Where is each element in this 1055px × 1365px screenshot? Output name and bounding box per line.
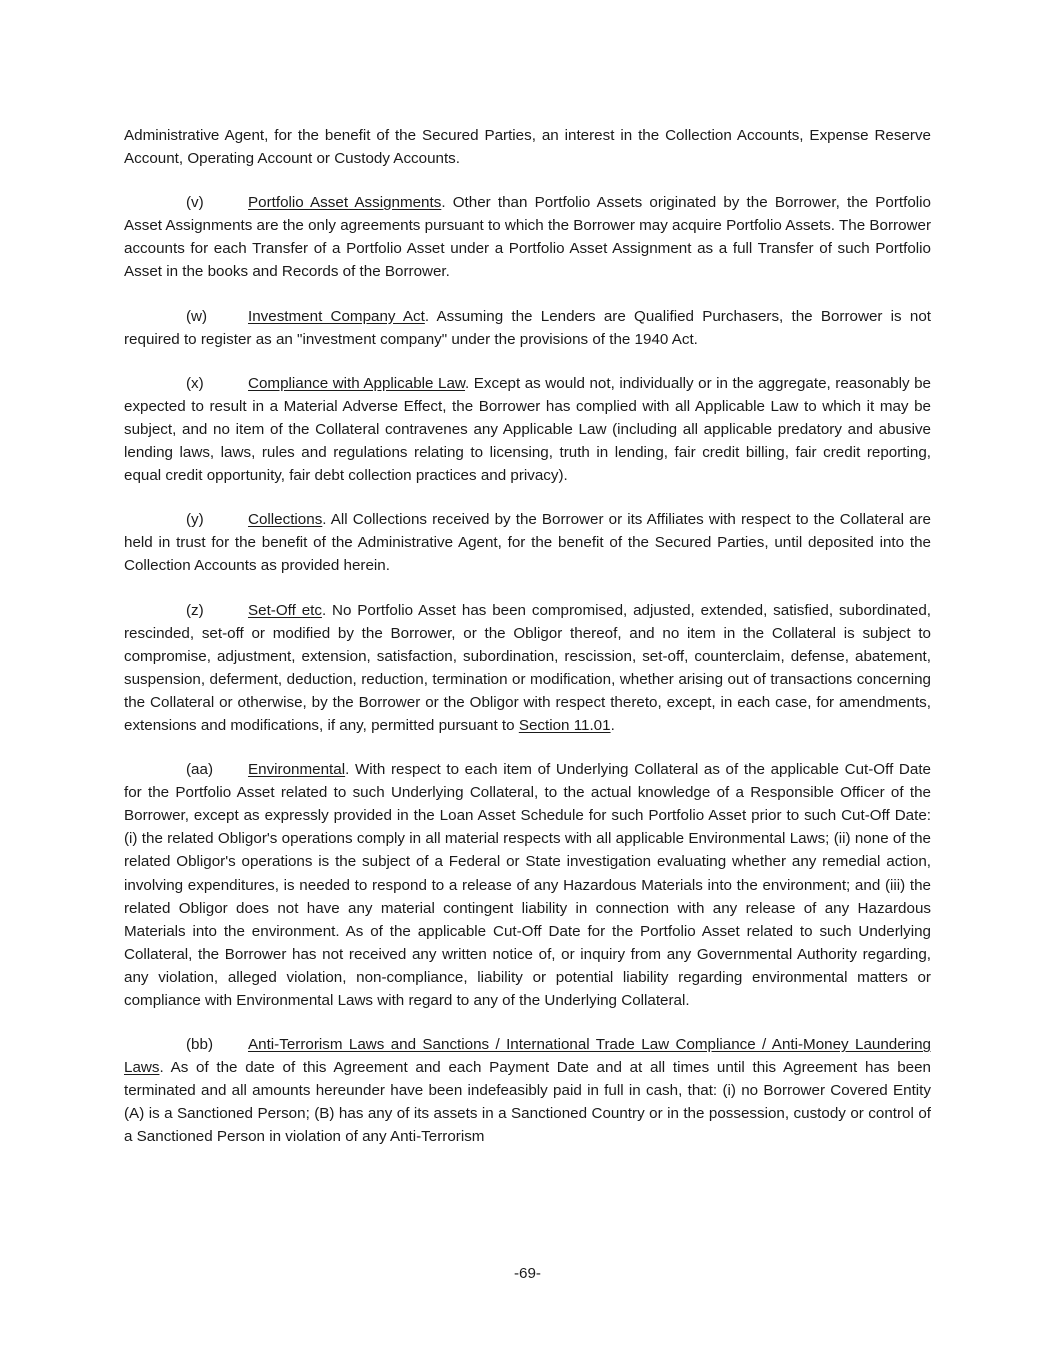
section-label: (x) — [186, 374, 204, 392]
section-body: . With respect to each item of Underlying Collateral as of the applicable Cut-Off Date for the Portfolio Asset related to such Underlying Collateral, to the actual knowledge of a Responsible Officer of the Borrower, except as expressly provided in the Loan Asset Schedule for such Portfolio Asset prior to such Cut-Off Date: (i) the related Obligor's operations comply in all material respects with all applicable Environmental Laws; (ii) none of the related Obligor's operations is the subject of a Federal or State investigation evaluating whether any remedial action, involving expenditures, is needed to respond to a release of any Hazardous Materials into the environment; and (iii) the related Obligor does not have any material contingent liability in connection with any release of any Hazardous Materials into the environment. As of the applicable Cut-Off Date for the Portfolio Asset related to such Underlying Collateral, the Borrower has not received any written notice of, or inquiry from any Governmental Authority regarding, any violation, alleged violation, non-compliance, liability or potential liability regarding environmental matters or compliance with Environmental Laws with regard to any of the Underlying Collateral. — [124, 761, 931, 1009]
section-body: . All Collections received by the Borrower or its Affiliates with respect to the Collateral are held in trust for the benefit of the Administrative Agent, for the benefit of the Secured Parties, until deposited into the Collection Accounts as provided herein. — [124, 511, 931, 575]
section-aa — [124, 758, 931, 1012]
section-label: (v) — [186, 194, 204, 212]
section-x — [124, 372, 931, 487]
section-label: (w) — [186, 307, 208, 325]
section-tail: . — [610, 716, 615, 734]
section-heading: Portfolio Asset Assignments — [248, 194, 442, 212]
section-z — [124, 599, 931, 738]
section-w — [124, 305, 931, 351]
section-body: . Except as would not, individually or in the aggregate, reasonably be expected to result in a Material Adverse Effect, the Borrower has complied with all Applicable Law to which it may be subject, and no item of the Collateral contravenes any Applicable Law (including all applicable predatory and abusive lending laws, laws, rules and regulations relating to licensing, truth in lending, fair credit billing, fair credit reporting, equal credit opportunity, fair debt collection practices and privacy). — [124, 374, 931, 485]
section-y — [124, 508, 931, 577]
section-bb — [124, 1033, 931, 1148]
section-heading: Investment Company Act — [248, 307, 425, 325]
document-page — [124, 124, 931, 1170]
section-heading: Set-Off etc — [248, 601, 322, 619]
section-heading: Collections — [248, 511, 323, 529]
section-label: (z) — [186, 601, 204, 619]
section-label: (aa) — [186, 761, 214, 779]
section-v — [124, 191, 931, 283]
section-heading: Environmental — [248, 761, 346, 779]
section-label: (y) — [186, 511, 204, 529]
section-label: (bb) — [186, 1036, 214, 1054]
section-body: . No Portfolio Asset has been compromised, adjusted, extended, satisfied, subordinated, rescinded, set-off or modified by the Borrower, or the Obligor thereof, and no item in the Collateral is subject to compromise, adjustment, extension, satisfaction, subordination, rescission, set-off, counterclaim, defense, abatement, suspension, deferment, deduction, reduction, termination or modification, whether arising out of transactions concerning the Collateral or otherwise, by the Borrower or the Obligor with respect thereto, except, in each case, for amendments, extensions and modifications, if any, permitted pursuant to — [124, 601, 931, 734]
section-heading: Compliance with Applicable Law — [248, 374, 466, 392]
section-heading: Anti-Terrorism Laws and Sanctions / International Trade Law Compliance / Anti-Money Laundering Laws — [124, 1036, 931, 1077]
section-body: . Other than Portfolio Assets originated by the Borrower, the Portfolio Asset Assignments are the only agreements pursuant to which the Borrower may acquire Portfolio Assets. The Borrower accounts for each Transfer of a Portfolio Asset under a Portfolio Asset Assignment as a full Transfer of such Portfolio Asset in the books and Records of the Borrower. — [124, 194, 931, 281]
section-body: . As of the date of this Agreement and each Payment Date and at all times until this Agreement has been terminated and all amounts hereunder have been indefeasibly paid in full in cash, that: (i) no Borrower Covered Entity (A) is a Sanctioned Person; (B) has any of its assets in a Sanctioned Country or in the possession, custody or control of a Sanctioned Person in violation of any Anti-Terrorism — [124, 1059, 931, 1146]
page-number: -69- — [513, 1265, 541, 1282]
section-reference: Section 11.01 — [518, 716, 611, 734]
section-body: . Assuming the Lenders are Qualified Purchasers, the Borrower is not required to register as an "investment company" under the provisions of the 1940 Act. — [124, 307, 931, 348]
intro-paragraph: Administrative Agent, for the benefit of the Secured Parties, an interest in the Collection Accounts, Expense Reserve Account, Operating Account or Custody Accounts. — [124, 127, 931, 168]
